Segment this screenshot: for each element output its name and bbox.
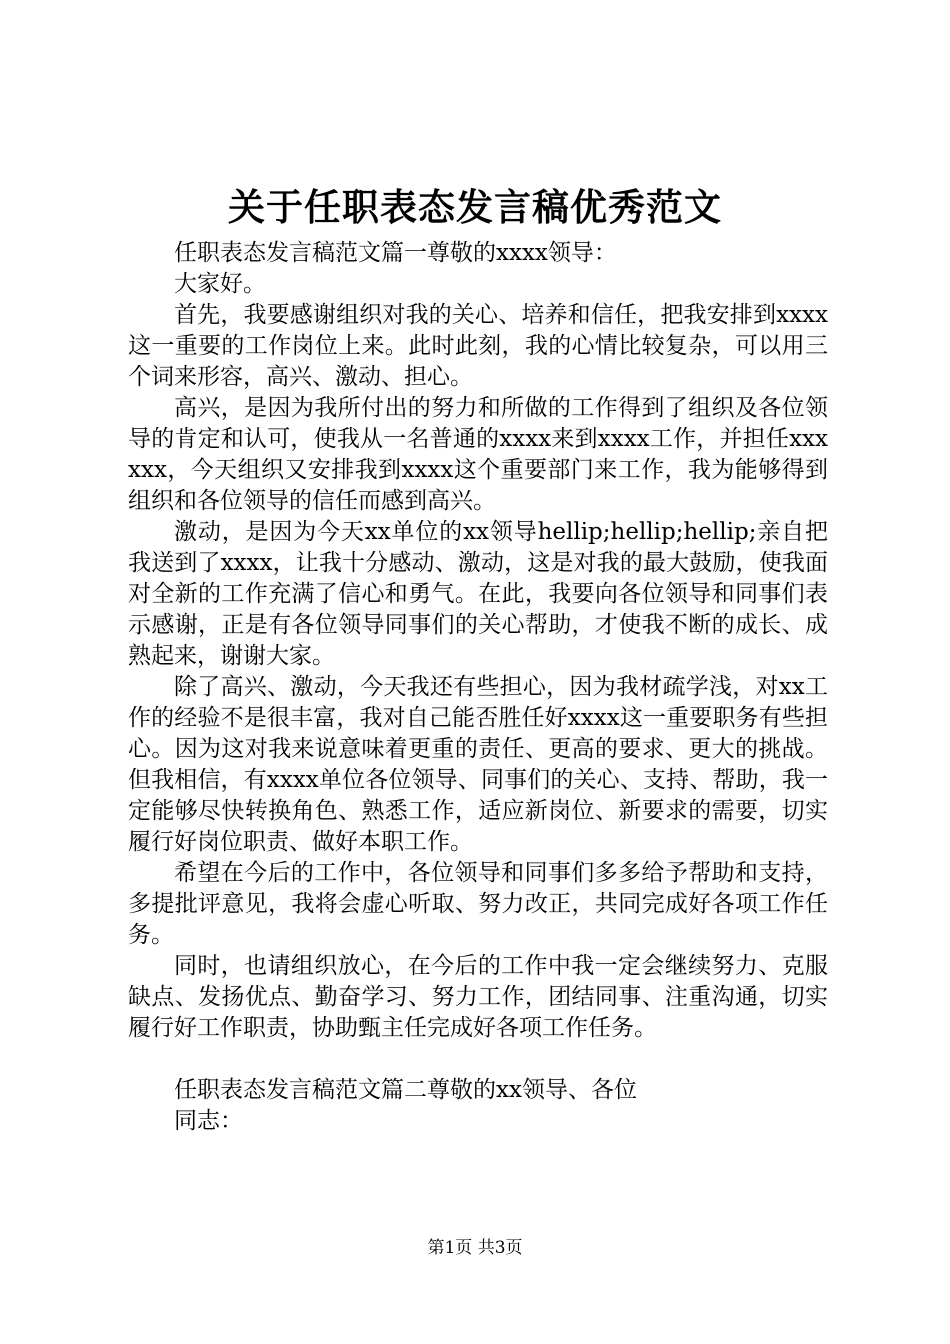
second-section-heading-continued: 同志：	[174, 1108, 243, 1134]
paragraph-worried: 除了高兴、激动，今天我还有些担心，因为我材疏学浅，对xx工作的经验不是很丰富，我对自己能否胜任好xxxx这一重要职务有些担心。因为这对我来说意味着更重的责任、更高的要求、更大的挑战。但我相信，有xxxx单位各位领导、同事们的关心、支持、帮助，我一定能够尽快转换角色、熟悉工作，适应新岗位、新要求的需要，切实履行好岗位职责、做好本职工作。	[128, 674, 828, 855]
paragraph-happy: 高兴，是因为我所付出的努力和所做的工作得到了组织及各位领导的肯定和认可，使我从一名普通的xxxx来到xxxx工作，并担任xxxxxx，今天组织又安排我到xxxx这个重要部门来工作，我为能够得到组织和各位领导的信任而感到高兴。	[128, 395, 828, 514]
paragraph-commitment: 同时，也请组织放心，在今后的工作中我一定会继续努力、克服缺点、发扬优点、勤奋学习、努力工作，团结同事、注重沟通，切实履行好工作职责，协助甄主任完成好各项工作任务。	[128, 953, 828, 1041]
document-body	[128, 238, 828, 1137]
paragraph-gap	[128, 1044, 828, 1075]
document-title: 关于任职表态发言稿优秀范文	[228, 186, 722, 229]
paragraph-greeting-heading: 任职表态发言稿范文篇一尊敬的xxxx领导：	[174, 240, 617, 266]
second-section-heading: 任职表态发言稿范文篇二尊敬的xx领导、各位	[174, 1077, 637, 1103]
page-number-footer: 第1页 共3页	[427, 1238, 523, 1258]
paragraph-greeting: 大家好。	[174, 271, 266, 297]
paragraph-hope: 希望在今后的工作中，各位领导和同事们多多给予帮助和支持，多提批评意见，我将会虚心听取、努力改正，共同完成好各项工作任务。	[128, 860, 828, 948]
paragraph-excited: 激动，是因为今天xx单位的xx领导hellip;hellip;hellip;亲自把我送到了xxxx，让我十分感动、激动，这是对我的最大鼓励，使我面对全新的工作充满了信心和勇气。在此，我要向各位领导和同事们表示感谢，正是有各位领导同事们的关心帮助，才使我不断的成长、成熟起来，谢谢大家。	[128, 519, 828, 669]
paragraph-thanks: 首先，我要感谢组织对我的关心、培养和信任，把我安排到xxxx这一重要的工作岗位上来。此时此刻，我的心情比较复杂，可以用三个词来形容，高兴、激动、担心。	[128, 302, 828, 390]
